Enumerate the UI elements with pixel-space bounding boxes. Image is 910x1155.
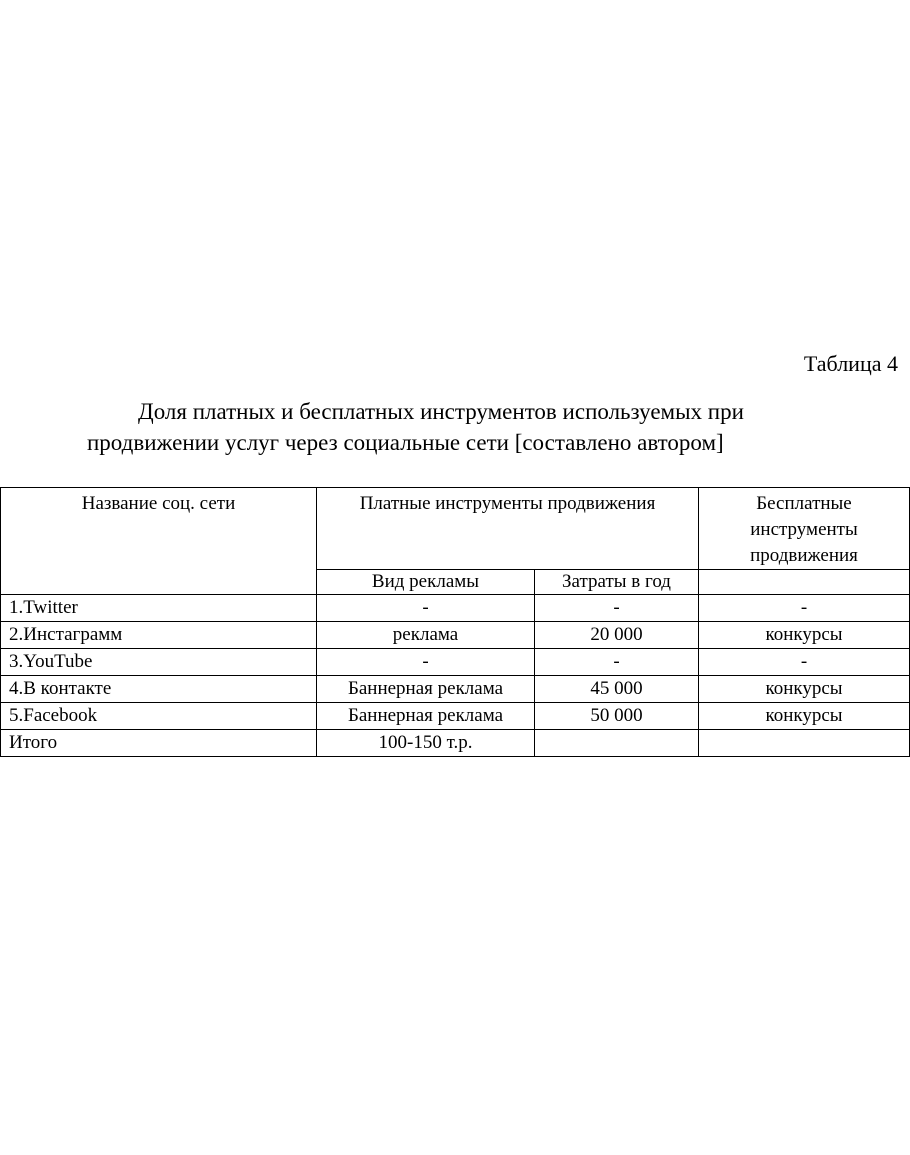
cell-ad-type: - xyxy=(317,649,535,676)
cell-free-tools: конкурсы xyxy=(699,703,910,730)
header-network-name: Название соц. сети xyxy=(1,488,317,595)
cell-total-label: Итого xyxy=(1,730,317,757)
caption-line-2: продвижении услуг через социальные сети [составлено автором] xyxy=(87,430,724,455)
cell-total-amount: 100-150 т.р. xyxy=(317,730,535,757)
table-number: Таблица 4 xyxy=(803,351,898,376)
cell-network-name: 1.Twitter xyxy=(1,595,317,622)
header-free-tools: Бесплатные инструменты продвижения xyxy=(699,488,910,570)
table-row xyxy=(1,649,910,676)
header-yearly-cost: Затраты в год xyxy=(535,570,699,595)
table-row xyxy=(1,595,910,622)
cell-total-cost-empty xyxy=(535,730,699,757)
cell-ad-type: - xyxy=(317,595,535,622)
header-free-sub-empty xyxy=(699,570,910,595)
cell-network-name: 2.Инстаграмм xyxy=(1,622,317,649)
table-caption xyxy=(0,396,910,458)
cell-ad-type: Баннерная реклама xyxy=(317,703,535,730)
cell-yearly-cost: - xyxy=(535,649,699,676)
header-paid-tools: Платные инструменты продвижения xyxy=(317,488,699,570)
cell-yearly-cost: 50 000 xyxy=(535,703,699,730)
table-row xyxy=(1,622,910,649)
cell-ad-type: Баннерная реклама xyxy=(317,676,535,703)
cell-network-name: 3.YouTube xyxy=(1,649,317,676)
caption-line-1: Доля платных и бесплатных инструментов используемых при xyxy=(138,399,744,424)
cell-free-tools: конкурсы xyxy=(699,676,910,703)
cell-network-name: 4.В контакте xyxy=(1,676,317,703)
cell-network-name: 5.Facebook xyxy=(1,703,317,730)
table-row xyxy=(1,703,910,730)
promotion-tools-table xyxy=(0,487,910,757)
cell-free-tools: - xyxy=(699,649,910,676)
header-ad-type: Вид рекламы xyxy=(317,570,535,595)
total-row xyxy=(1,730,910,757)
cell-free-tools: конкурсы xyxy=(699,622,910,649)
cell-total-free-empty xyxy=(699,730,910,757)
header-row xyxy=(1,488,910,570)
cell-ad-type: реклама xyxy=(317,622,535,649)
cell-free-tools: - xyxy=(699,595,910,622)
cell-yearly-cost: 20 000 xyxy=(535,622,699,649)
cell-yearly-cost: - xyxy=(535,595,699,622)
table-row xyxy=(1,676,910,703)
cell-yearly-cost: 45 000 xyxy=(535,676,699,703)
